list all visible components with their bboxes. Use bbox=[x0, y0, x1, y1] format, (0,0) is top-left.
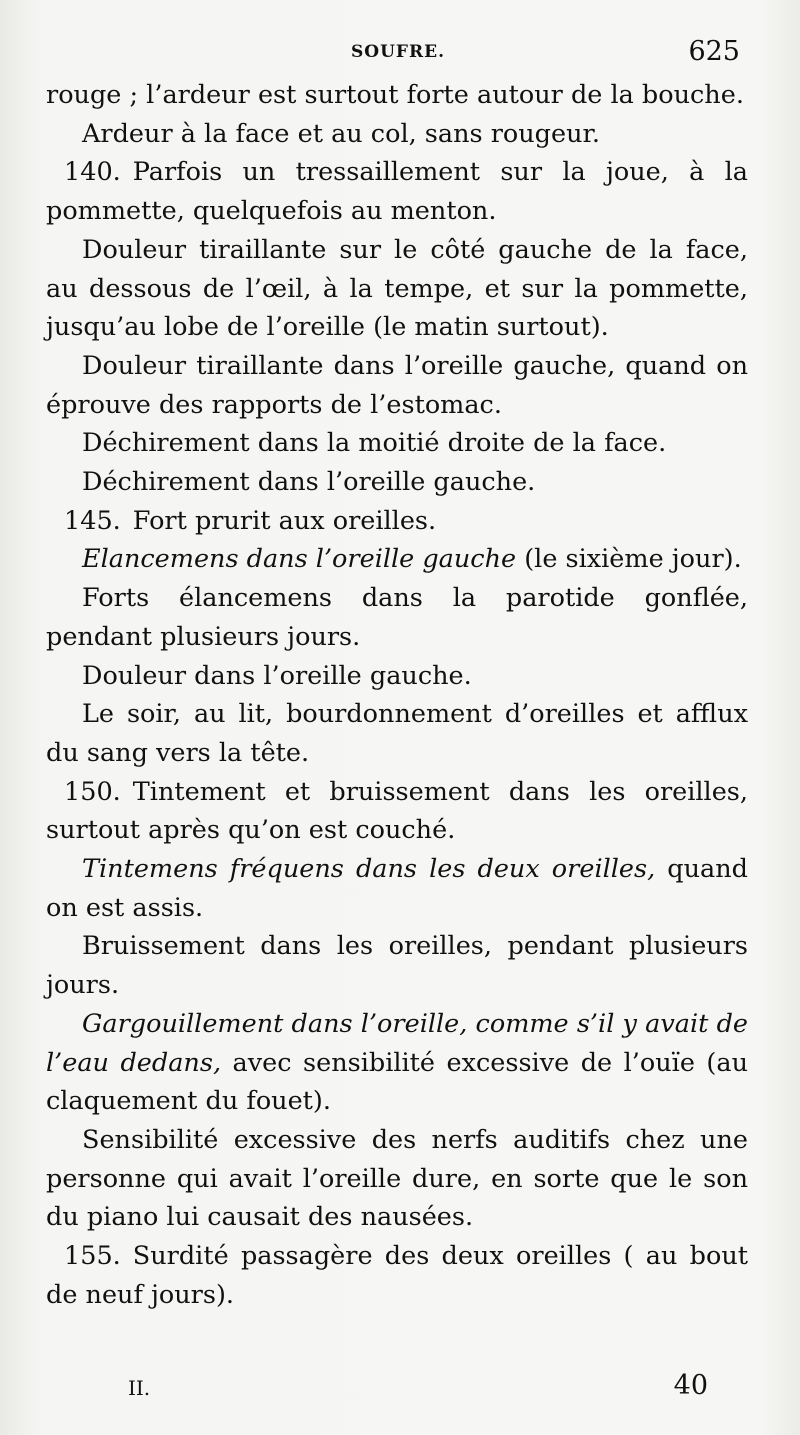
paragraph bbox=[46, 502, 748, 541]
paragraph-text: Bruissement dans les oreilles, pendant plusieurs jours. bbox=[46, 931, 748, 1001]
paragraph-text: Sensibilité excessive des nerfs auditifs chez une personne qui avait l’oreille dure, en sorte que le son du piano lui causait des nausées. bbox=[46, 1124, 748, 1233]
italic-text: Elancemens dans l’oreille gauche bbox=[82, 544, 517, 575]
paragraph bbox=[46, 927, 748, 1004]
running-head bbox=[48, 36, 748, 76]
paragraph-text: Ardeur à la face et au col, sans rougeur. bbox=[82, 118, 601, 149]
paragraph-text: Forts élancemens dans la parotide gonflée, pendant plusieurs jours. bbox=[46, 583, 748, 652]
paragraph bbox=[46, 1237, 748, 1314]
paragraph-number: 140. bbox=[64, 157, 121, 188]
paragraph bbox=[46, 579, 748, 656]
paragraph-text: Déchirement dans l’oreille gauche. bbox=[82, 467, 536, 498]
paragraph-text: avec sensibilité excessive de l’ouïe (au claquement du fouet). bbox=[46, 1047, 748, 1117]
paragraph-text: rouge ; l’ardeur est surtout forte autour de la bouche. bbox=[46, 80, 744, 110]
paragraph bbox=[46, 1121, 748, 1237]
italic-text: Gargouillement dans l’oreille, comme s’il y avait de l’eau dedans, bbox=[46, 1008, 748, 1078]
paragraph-text: Déchirement dans la moitié droite de la face. bbox=[82, 428, 667, 459]
paragraph-number: 145. bbox=[64, 505, 121, 536]
paragraph-text: quand on est assis. bbox=[46, 854, 748, 923]
paragraph-text: Douleur dans l’oreille gauche. bbox=[82, 660, 472, 691]
paragraph-text: Douleur tiraillante sur le côté gauche de la face, au dessous de l’œil, à la tempe, et sur la pommette, jusqu’au lobe de l’oreille (le matin surtout). bbox=[46, 234, 748, 343]
paragraph-text: Le soir, au lit, bourdonnement d’oreilles et afflux du sang vers la tête. bbox=[46, 699, 748, 768]
paragraph bbox=[46, 773, 748, 850]
paragraph-number: 155. bbox=[64, 1241, 121, 1272]
paragraph bbox=[46, 657, 748, 696]
paragraph-text: Parfois un tressaillement sur la joue, à la pommette, quelquefois au menton. bbox=[46, 157, 748, 227]
paragraph-text: Tintement et bruissement dans les oreilles, surtout après qu’on est couché. bbox=[46, 776, 748, 846]
paragraph bbox=[46, 540, 748, 579]
page-body bbox=[46, 76, 748, 1315]
paragraph bbox=[46, 153, 748, 230]
sheet-number: 40 bbox=[673, 1370, 708, 1401]
paragraph-text: Fort prurit aux oreilles. bbox=[132, 505, 437, 536]
paragraph bbox=[46, 695, 748, 772]
paragraph bbox=[46, 347, 748, 424]
paragraph-number: 150. bbox=[64, 776, 121, 807]
paragraph-text: Surdité passagère des deux oreilles ( au bout de neuf jours). bbox=[46, 1241, 748, 1310]
paragraph bbox=[46, 850, 748, 927]
signature-mark: II. bbox=[128, 1376, 151, 1400]
page-number: 625 bbox=[688, 36, 740, 67]
paragraph-text: Douleur tiraillante dans l’oreille gauche, quand on éprouve des rapports de l’estomac. bbox=[46, 350, 748, 420]
italic-text: Tintemens fréquens dans les deux oreilles, bbox=[82, 854, 656, 885]
paragraph bbox=[46, 76, 748, 115]
page-footer bbox=[48, 1370, 748, 1416]
running-title: SOUFRE. bbox=[351, 42, 445, 62]
paragraph bbox=[46, 231, 748, 347]
paragraph bbox=[46, 424, 748, 463]
paragraph bbox=[46, 463, 748, 502]
paragraph bbox=[46, 1005, 748, 1121]
paragraph bbox=[46, 115, 748, 154]
paragraph-text: (le sixième jour). bbox=[516, 544, 742, 575]
